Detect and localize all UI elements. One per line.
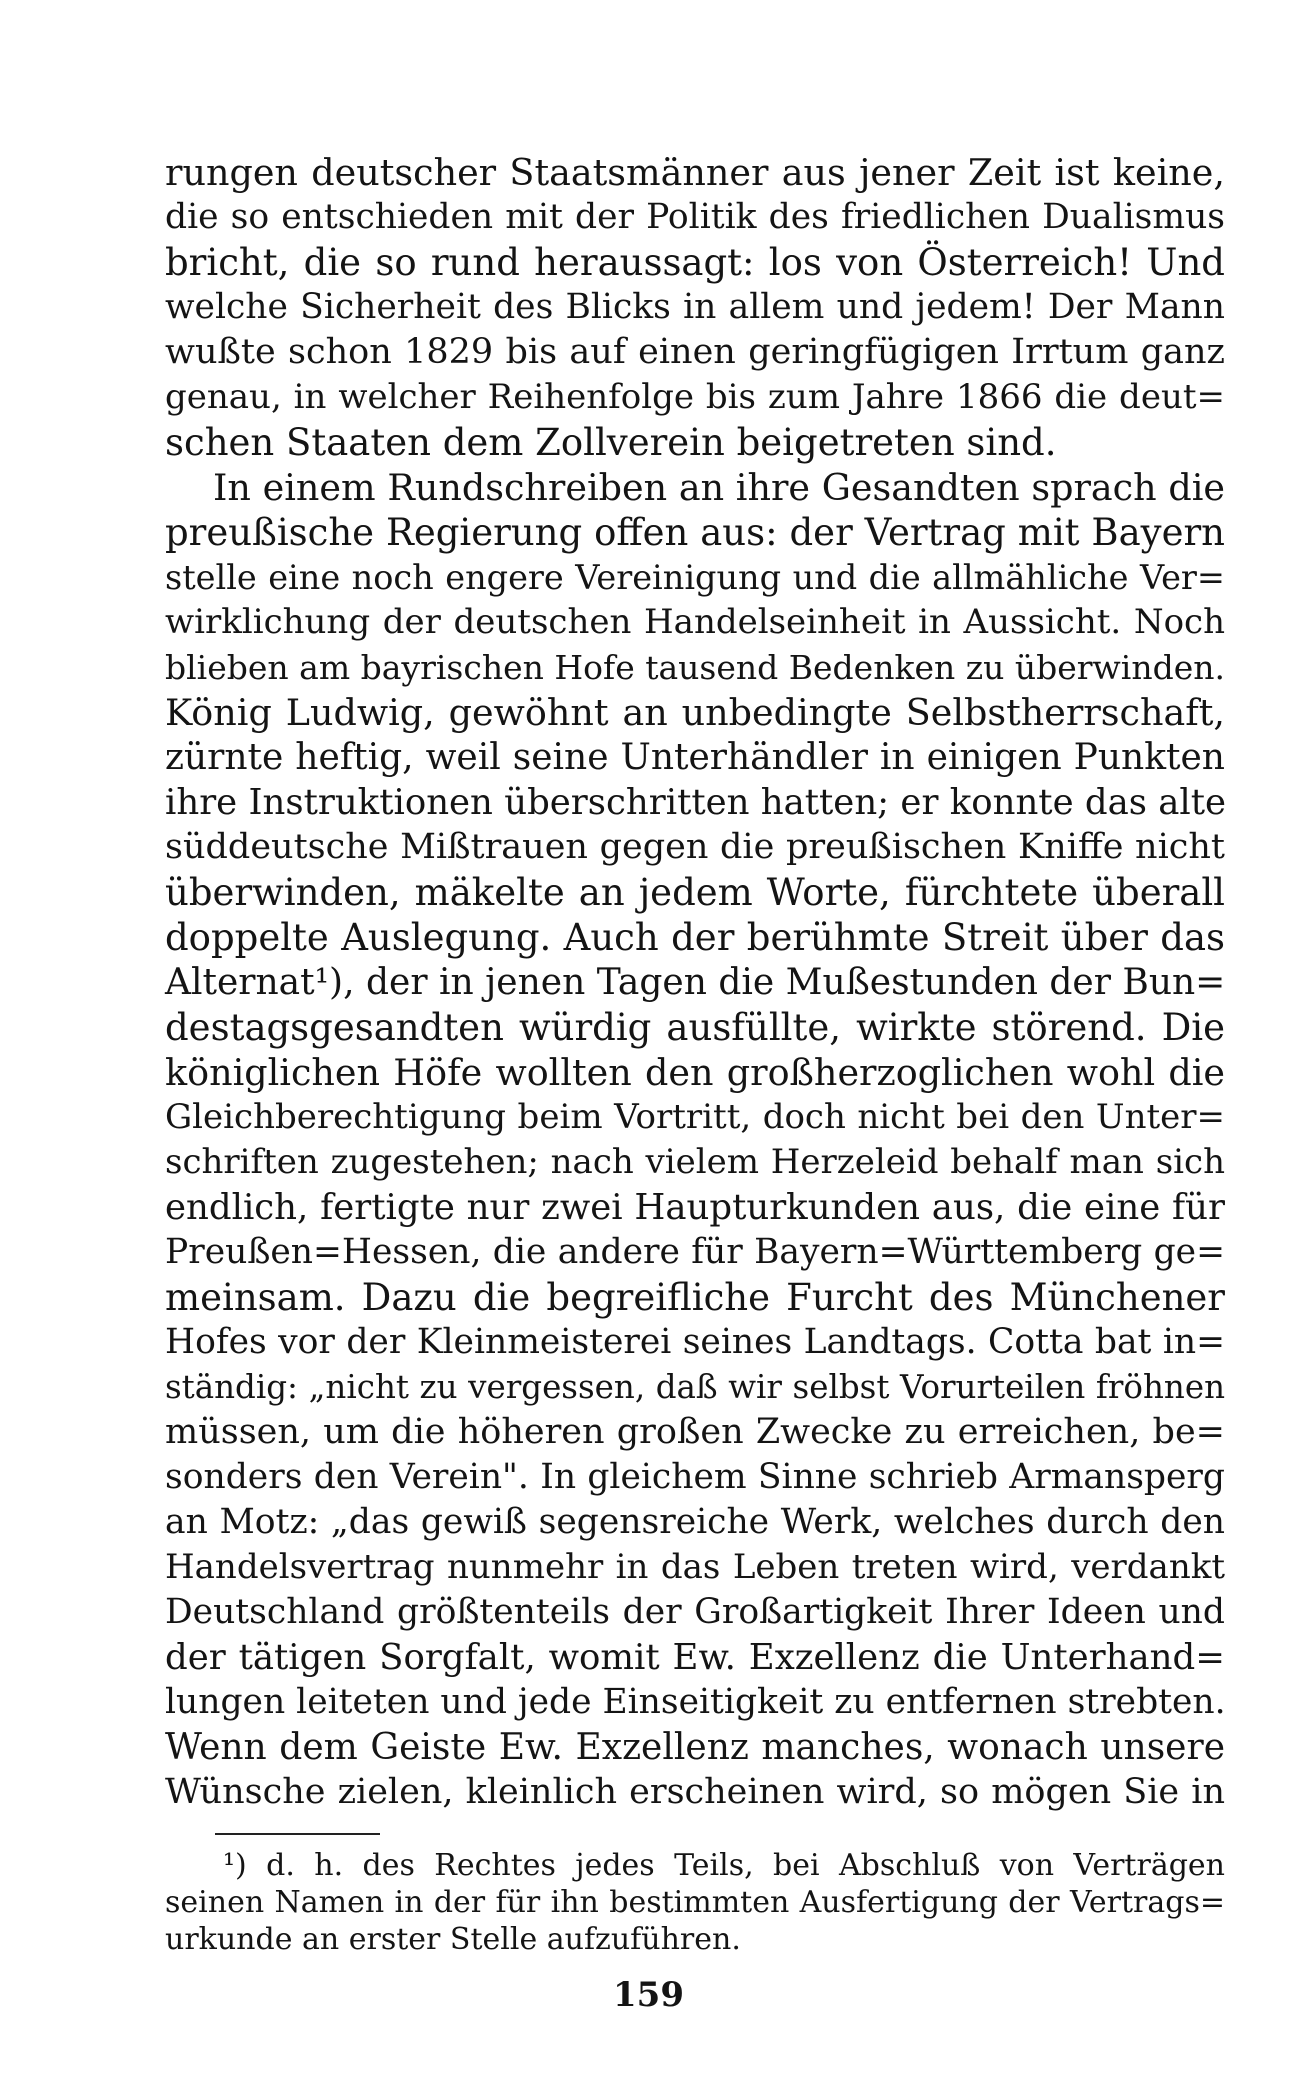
text-line: Preußen=Hessen, die andere für Bayern=Württemberg ge=: [165, 1232, 1225, 1272]
text-line: genau, in welcher Reihenfolge bis zum Jahre 1866 die deut=: [165, 377, 1225, 417]
text-line: ihre Instruktionen überschritten hatten; er konnte das alte: [165, 782, 1227, 823]
text-line: rungen deutscher Staatsmänner aus jener Zeit ist keine,: [165, 151, 1225, 194]
text-line-paragraph-start: [165, 465, 1225, 510]
text-line: Wenn dem Geiste Ew. Exzellenz manches, wonach unsere: [165, 1727, 1225, 1768]
text-line: überwinden, mäkelte an jedem Worte, fürchtete überall: [165, 871, 1225, 914]
text-line: süddeutsche Mißtrauen gegen die preußischen Kniffe nicht: [165, 827, 1225, 867]
text-line: schriften zugestehen; nach vielem Herzeleid behalf man sich: [165, 1142, 1225, 1182]
text-line: königlichen Höfe wollten den großherzoglichen wohl die: [165, 1051, 1225, 1094]
footnote: [165, 1847, 1225, 1958]
text-line: König Ludwig, gewöhnt an unbedingte Selbstherrschaft,: [165, 691, 1225, 734]
footnote-line: urkunde an erster Stelle aufzuführen.: [165, 1922, 741, 1957]
text-line: zürnte heftig, weil seine Unterhändler in einigen Punkten: [165, 737, 1225, 778]
footnote-separator: [215, 1833, 380, 1835]
footnote-line: seinen Namen in der für ihn bestimmten Ausfertigung der Vertrags=: [165, 1885, 1225, 1920]
footnote-line: ¹) d. h. des Rechtes jedes Teils, bei Abschluß von Verträgen: [223, 1848, 1225, 1883]
text-line: an Motz: „das gewiß segensreiche Werk, welches durch den: [165, 1502, 1225, 1542]
text-line: stelle eine noch engere Vereinigung und die allmähliche Ver=: [165, 558, 1225, 597]
text-line: Gleichberechtigung beim Vortritt, doch nicht bei den Unter=: [165, 1097, 1225, 1137]
text-line: Wünsche zielen, kleinlich erscheinen wird, so mögen Sie in: [165, 1772, 1225, 1812]
page-body: [165, 150, 1225, 1958]
text-line: preußische Regierung offen aus: der Vertrag mit Bayern: [165, 511, 1225, 554]
text-line: destagsgesandten würdig ausfüllte, wirkte störend. Die: [165, 1006, 1225, 1049]
text-line-content: In einem Rundschreiben an ihre Gesandten sprach die: [213, 466, 1225, 509]
text-line-footnote-ref: Alternat¹), der in jenen Tagen die Mußestunden der Bun=: [165, 962, 1226, 1003]
text-line: schen Staaten dem Zollverein beigetreten sind.: [165, 421, 1057, 464]
text-line: welche Sicherheit des Blicks in allem und jedem! Der Mann: [165, 287, 1225, 327]
text-line: müssen, um die höheren großen Zwecke zu erreichen, be=: [165, 1412, 1225, 1452]
text-line: wußte schon 1829 bis auf einen geringfügigen Irrtum ganz: [165, 332, 1225, 372]
text-line: endlich, fertigte nur zwei Haupturkunden aus, die eine für: [165, 1187, 1225, 1228]
text-line: blieben am bayrischen Hofe tausend Bedenken zu überwinden.: [165, 648, 1225, 687]
text-line: Hofes vor der Kleinmeisterei seines Landtags. Cotta bat in=: [165, 1322, 1225, 1362]
text-line: bricht, die so rund heraussagt: los von Österreich! Und: [165, 241, 1225, 284]
text-line: sonders den Verein". In gleichem Sinne schrieb Armansperg: [165, 1457, 1225, 1497]
text-line: ständig: „nicht zu vergessen, daß wir selbst Vorurteilen fröhnen: [165, 1368, 1225, 1406]
text-line: Deutschland größtenteils der Großartigkeit Ihrer Ideen und: [165, 1592, 1225, 1632]
main-text: [165, 150, 1225, 1815]
text-line: doppelte Auslegung. Auch der berühmte Streit über das: [165, 916, 1225, 959]
text-line: meinsam. Dazu die begreifliche Furcht des Münchener: [165, 1276, 1225, 1319]
text-line: lungen leiteten und jede Einseitigkeit zu entfernen strebten.: [165, 1682, 1226, 1722]
text-line: der tätigen Sorgfalt, womit Ew. Exzellenz die Unterhand=: [165, 1637, 1225, 1678]
text-line: wirklichung der deutschen Handelseinheit in Aussicht. Noch: [165, 602, 1225, 642]
text-line: Handelsvertrag nunmehr in das Leben treten wird, verdankt: [165, 1547, 1225, 1587]
text-line: die so entschieden mit der Politik des friedlichen Dualismus: [165, 197, 1225, 237]
page-number: 159: [613, 1975, 684, 2015]
